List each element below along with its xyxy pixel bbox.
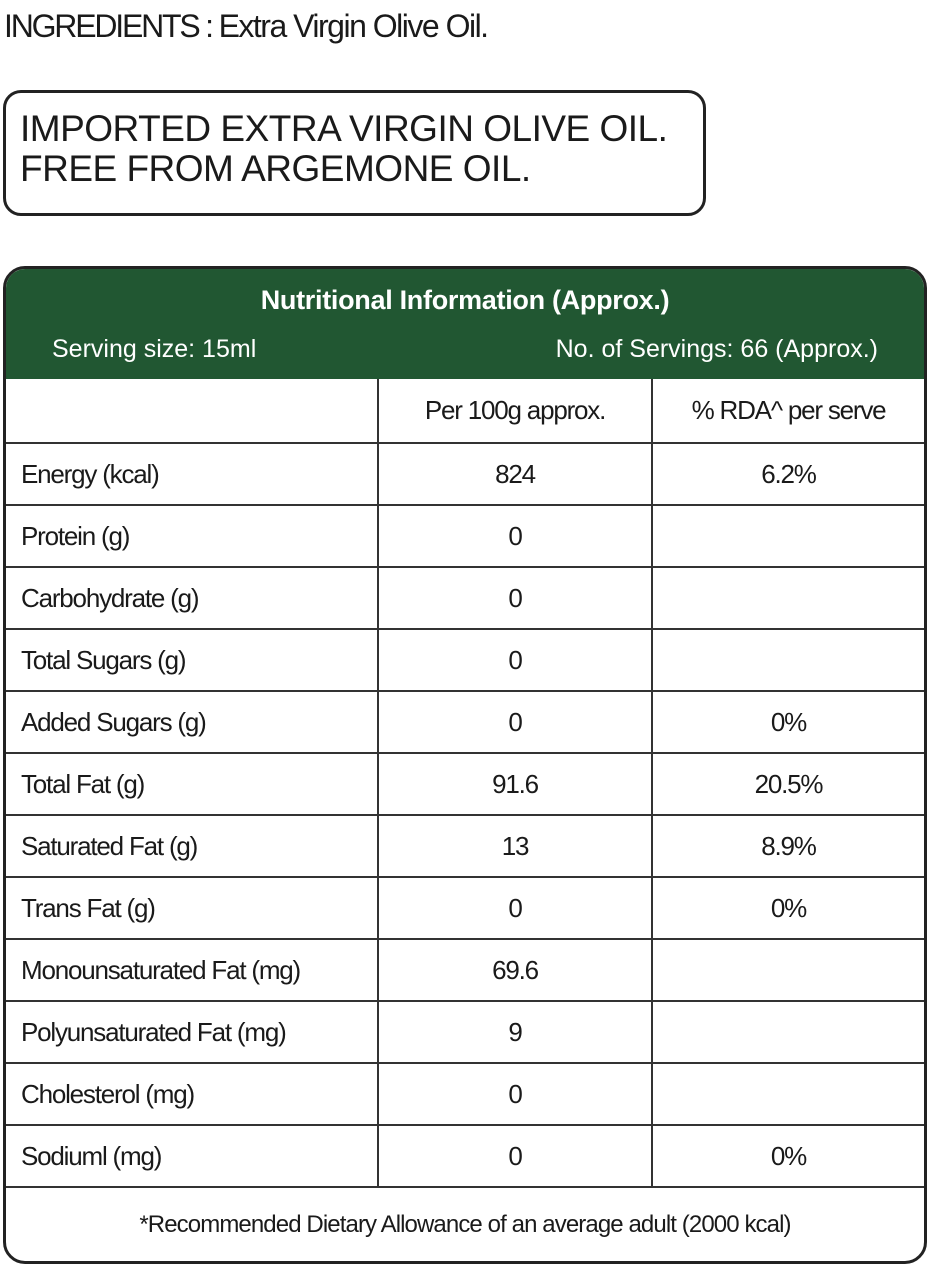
nutrient-per-100g: 0 bbox=[378, 629, 652, 691]
nutrient-name: Total Fat (g) bbox=[6, 753, 378, 815]
nutrition-table bbox=[6, 379, 924, 1188]
nutrient-rda bbox=[652, 1063, 924, 1125]
column-header-rda: % RDA^ per serve bbox=[652, 379, 924, 443]
import-notice-line-2: FREE FROM ARGEMONE OIL. bbox=[20, 148, 531, 189]
nutrient-per-100g: 69.6 bbox=[378, 939, 652, 1001]
import-notice-line-1: IMPORTED EXTRA VIRGIN OLIVE OIL. bbox=[20, 108, 668, 149]
table-row bbox=[6, 1063, 924, 1125]
nutrient-per-100g: 0 bbox=[378, 877, 652, 939]
nutrient-name: Cholesterol (mg) bbox=[6, 1063, 378, 1125]
column-header-nutrient bbox=[6, 379, 378, 443]
table-row bbox=[6, 753, 924, 815]
table-row bbox=[6, 629, 924, 691]
nutrient-per-100g: 9 bbox=[378, 1001, 652, 1063]
nutrient-rda bbox=[652, 1001, 924, 1063]
nutrient-rda: 20.5% bbox=[652, 753, 924, 815]
serving-size: Serving size: 15ml bbox=[52, 335, 257, 363]
table-row bbox=[6, 815, 924, 877]
table-row bbox=[6, 505, 924, 567]
nutrient-rda: 0% bbox=[652, 877, 924, 939]
nutrition-title: Nutritional Information (Approx.) bbox=[260, 285, 670, 315]
nutrition-panel bbox=[3, 266, 927, 1264]
rda-footnote: *Recommended Dietary Allowance of an average adult (2000 kcal) bbox=[139, 1211, 791, 1238]
nutrient-name: Carbohydrate (g) bbox=[6, 567, 378, 629]
nutrient-name: Polyunsaturated Fat (mg) bbox=[6, 1001, 378, 1063]
nutrient-name: Monounsaturated Fat (mg) bbox=[6, 939, 378, 1001]
nutrient-name: Added Sugars (g) bbox=[6, 691, 378, 753]
table-row bbox=[6, 877, 924, 939]
table-row bbox=[6, 691, 924, 753]
nutrient-per-100g: 824 bbox=[378, 443, 652, 505]
nutrient-rda: 0% bbox=[652, 1125, 924, 1187]
table-row bbox=[6, 567, 924, 629]
nutrient-per-100g: 13 bbox=[378, 815, 652, 877]
nutrient-rda bbox=[652, 567, 924, 629]
nutrient-per-100g: 91.6 bbox=[378, 753, 652, 815]
import-notice-box bbox=[3, 90, 706, 216]
table-row bbox=[6, 1125, 924, 1187]
nutrient-per-100g: 0 bbox=[378, 1125, 652, 1187]
nutrient-per-100g: 0 bbox=[378, 1063, 652, 1125]
servings-count: No. of Servings: 66 (Approx.) bbox=[555, 335, 878, 363]
nutrient-name: Total Sugars (g) bbox=[6, 629, 378, 691]
nutrient-per-100g: 0 bbox=[378, 567, 652, 629]
nutrient-per-100g: 0 bbox=[378, 691, 652, 753]
nutrient-rda bbox=[652, 505, 924, 567]
ingredients-value: Extra Virgin Olive Oil. bbox=[218, 8, 488, 44]
column-header-per-100g: Per 100g approx. bbox=[378, 379, 652, 443]
nutrition-header bbox=[6, 269, 924, 379]
nutrient-name: Energy (kcal) bbox=[6, 443, 378, 505]
table-header-row bbox=[6, 379, 924, 443]
table-row bbox=[6, 939, 924, 1001]
nutrient-name: Trans Fat (g) bbox=[6, 877, 378, 939]
nutrient-rda: 0% bbox=[652, 691, 924, 753]
nutrient-name: Sodiuml (mg) bbox=[6, 1125, 378, 1187]
ingredients-label: INGREDIENTS : bbox=[4, 8, 219, 44]
nutrient-per-100g: 0 bbox=[378, 505, 652, 567]
ingredients-line bbox=[4, 4, 488, 48]
nutrient-rda bbox=[652, 939, 924, 1001]
table-row bbox=[6, 1001, 924, 1063]
nutrient-name: Protein (g) bbox=[6, 505, 378, 567]
nutrient-name: Saturated Fat (g) bbox=[6, 815, 378, 877]
nutrient-rda bbox=[652, 629, 924, 691]
nutrient-rda: 6.2% bbox=[652, 443, 924, 505]
nutrient-rda: 8.9% bbox=[652, 815, 924, 877]
table-row bbox=[6, 443, 924, 505]
